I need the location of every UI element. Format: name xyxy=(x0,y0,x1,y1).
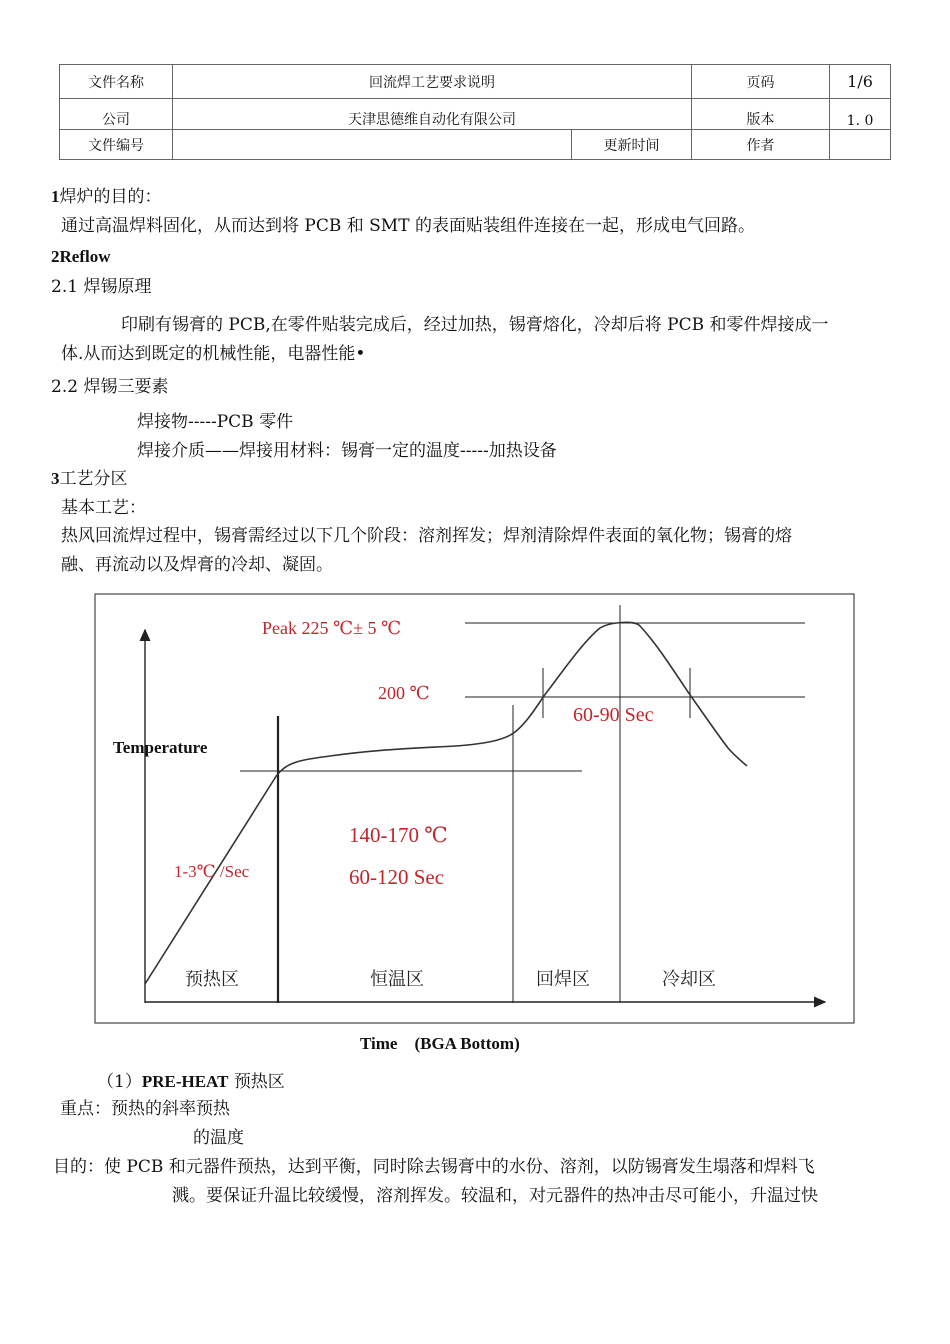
section-2-1-line2: 体.从而达到既定的机械性能，电器性能• xyxy=(61,344,366,364)
version-label: 版本 xyxy=(692,99,830,130)
soak-time-label: 60-120 Sec xyxy=(349,865,445,889)
section-2-2-line2: 焊接介质——焊接用材料：锡膏一定的温度-----加热设备 xyxy=(137,441,557,461)
zone-label-cooling: 冷却区 xyxy=(662,969,716,989)
company-value: 天津思德维自动化有限公司 xyxy=(173,99,692,130)
section-3-heading: 3工艺分区 xyxy=(51,469,128,489)
ramp-rate-label: 1-3℃ /Sec xyxy=(174,862,250,881)
zone-label-soak: 恒温区 xyxy=(370,969,424,989)
file-name-label: 文件名称 xyxy=(60,65,173,99)
temperature-profile-curve xyxy=(145,622,747,984)
version-value: 1. 0 xyxy=(830,99,891,130)
soak-temp-label: 140-170 ℃ xyxy=(349,823,448,847)
section-2-heading: 2Reflow xyxy=(51,247,111,266)
preheat-purpose-line2: 溅。要保证升温比较缓慢，溶剂挥发。较温和，对元器件的热冲击尽可能小，升温过快 xyxy=(172,1186,818,1206)
section-2-1-line1: 印刷有锡膏的 PCB,在零件贴装完成后，经过加热，锡膏熔化，冷却后将 PCB 和零件焊接成一 xyxy=(121,315,829,335)
company-label: 公司 xyxy=(60,99,173,130)
preheat-focus-cont: 的温度 xyxy=(193,1128,244,1148)
file-no-label: 文件编号 xyxy=(60,130,173,160)
section-3-line1: 热风回流焊过程中，锡膏需经过以下几个阶段：溶剂挥发；焊剂清除焊件表面的氧化物；锡膏的熔 xyxy=(61,526,792,546)
chart-frame xyxy=(95,594,854,1023)
reflow-temp-label: 200 ℃ xyxy=(378,683,430,703)
section-1-heading: 1焊炉的目的： xyxy=(51,187,162,207)
x-axis-label: Time (BGA Bottom) xyxy=(360,1034,520,1053)
y-axis-label: Temperature xyxy=(113,738,208,757)
author-label: 作者 xyxy=(692,130,830,160)
section-1-text: 通过高温焊料固化，从而达到将 PCB 和 SMT 的表面贴装组件连接在一起，形成电气回路。 xyxy=(61,216,755,236)
file-name-value: 回流焊工艺要求说明 xyxy=(173,65,692,99)
zone-label-preheat: 预热区 xyxy=(185,969,239,989)
reflow-time-label: 60-90 Sec xyxy=(573,704,654,726)
update-time-label: 更新时间 xyxy=(572,130,692,160)
section-3-basic: 基本工艺： xyxy=(61,498,146,518)
preheat-heading: （1）PRE-HEAT 预热区 xyxy=(97,1072,285,1092)
section-3-line2: 融、再流动以及焊膏的冷却、凝固。 xyxy=(61,555,333,575)
zone-label-reflow: 回焊区 xyxy=(536,969,590,989)
section-2-2-line1: 焊接物-----PCB 零件 xyxy=(137,412,294,432)
page-value: 1/6 xyxy=(830,65,891,99)
section-2-2-heading: 2.2 焊锡三要素 xyxy=(51,377,169,397)
preheat-focus: 重点：预热的斜率预热 xyxy=(60,1099,230,1119)
preheat-purpose-line1: 目的：使 PCB 和元器件预热，达到平衡，同时除去锡膏中的水份、溶剂，以防锡膏发生塌落和焊料飞 xyxy=(53,1157,815,1177)
section-2-1-heading: 2.1 焊锡原理 xyxy=(51,277,152,297)
page-label: 页码 xyxy=(692,65,830,99)
peak-label: Peak 225 ℃± 5 ℃ xyxy=(262,618,402,638)
